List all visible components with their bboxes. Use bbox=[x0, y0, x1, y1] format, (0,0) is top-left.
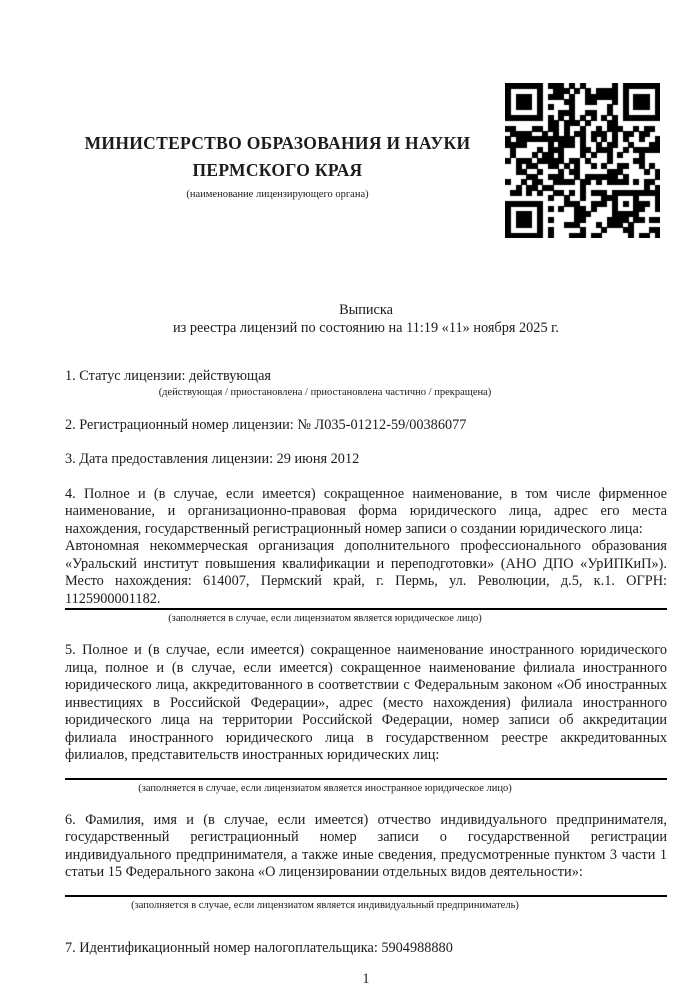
entrepreneur-section bbox=[65, 812, 667, 912]
document-title: Выписка bbox=[339, 302, 393, 318]
document-subtitle: из реестра лицензий по состоянию на 11:19 «11» ноября 2025 г. bbox=[173, 319, 559, 336]
registration-number-section bbox=[65, 417, 667, 435]
entrepreneur-caption: (заполняется в случае, если лицензиатом является индивидуальный предприниматель) bbox=[131, 899, 519, 911]
entrepreneur-text: 6. Фамилия, имя и (в случае, если имеется) отчество индивидуального предпринимателя, государственный регистрационный номер записи о государственной регистрации индивидуального предпринимателя, а также иные сведения, предусмотренные пунктом 3 части 1 статьи 15 Федерального закона «О лицензировании отдельных видов деятельности»: bbox=[65, 811, 667, 880]
page-number: 1 bbox=[362, 971, 370, 987]
registration-number-text: 2. Регистрационный номер лицензии: № Л035-01212-59/00386077 bbox=[65, 416, 467, 433]
entrepreneur-rule bbox=[65, 895, 667, 912]
qr-code bbox=[505, 83, 660, 238]
grant-date-section bbox=[65, 451, 667, 469]
license-status-text: 1. Статус лицензии: действующая bbox=[65, 368, 271, 384]
licensing-authority-block bbox=[65, 83, 490, 201]
taxpayer-id-section bbox=[65, 940, 667, 958]
legal-entity-value: Автономная некоммерческая организация дополнительного профессионального образования «Уральский институт повышения квалификации и переподготовки» (АНО ДПО «УрИПКиП»). Место нахождения: 614007, Пермский край, г. Пермь, ул. Революции, д.5, к.1. ОГРН: 1125900001182. bbox=[65, 538, 667, 607]
foreign-entity-section bbox=[65, 642, 667, 795]
legal-entity-intro: 4. Полное и (в случае, если имеется) сокращенное наименование, в том числе фирменное наименование, и организационно-правовая форма юридического лица, адрес его места нахождения, государственный регистрационный номер записи о создании юридического лица: bbox=[65, 485, 667, 537]
entrepreneur-blank-line bbox=[65, 882, 667, 895]
legal-entity-section bbox=[65, 486, 667, 626]
legal-entity-rule bbox=[65, 608, 667, 625]
status-options-caption: (действующая / приостановлена / приостановлена частично / прекращена) bbox=[158, 386, 492, 398]
foreign-entity-rule bbox=[65, 778, 667, 795]
foreign-entity-text: 5. Полное и (в случае, если имеется) сокращенное наименование иностранного юридического лица, полное и (в случае, если имеется) сокращенное наименование филиала иностранного юридического лица, аккредитованного в соответствии с Федеральным законом «Об иностранных инвестициях в Российской Федерации», адрес (место нахождения) филиала иностранного юридического лица на территории Российской Федерации, номер записи об аккредитации филиала иностранного юридического лица в государственном реестре аккредитованных филиалов, представительств иностранных юридических лиц: bbox=[65, 642, 667, 763]
ministry-name-line1: МИНИСТЕРСТВО ОБРАЗОВАНИЯ И НАУКИ bbox=[84, 133, 471, 153]
foreign-entity-caption: (заполняется в случае, если лицензиатом является иностранное юридическое лицо) bbox=[138, 782, 512, 794]
document-title-block bbox=[65, 302, 667, 337]
licensing-authority-caption: (наименование лицензирующего органа) bbox=[186, 189, 369, 200]
legal-entity-caption: (заполняется в случае, если лицензиатом является юридическое лицо) bbox=[168, 613, 482, 624]
ministry-name-line2: ПЕРМСКОГО КРАЯ bbox=[192, 160, 363, 180]
document-header bbox=[65, 83, 667, 238]
foreign-entity-blank-line bbox=[65, 765, 667, 778]
grant-date-text: 3. Дата предоставления лицензии: 29 июня 2012 bbox=[65, 451, 360, 467]
taxpayer-id-text: 7. Идентификационный номер налогоплательщика: 5904988880 bbox=[65, 939, 453, 956]
license-status-section bbox=[65, 368, 667, 400]
